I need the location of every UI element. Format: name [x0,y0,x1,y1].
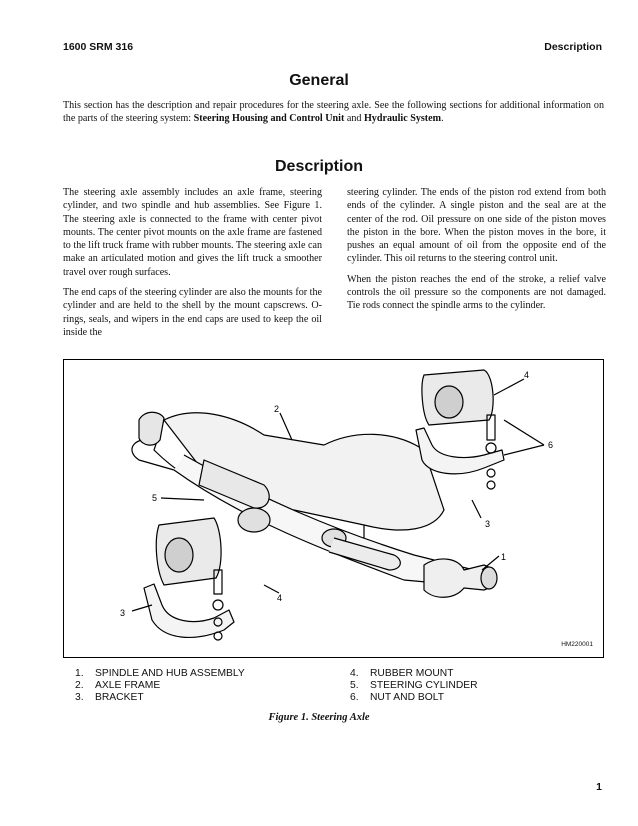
callout-4-lower: 4 [277,593,283,603]
legend-item: 6. NUT AND BOLT [350,692,444,703]
callout-3-right: 3 [485,519,491,529]
header-section-title: Description [544,41,602,53]
legend-item: 3. BRACKET [75,692,144,703]
legend-item: 4. RUBBER MOUNT [350,668,454,679]
general-paragraph: This section has the description and repair procedures for the steering axle. See the following sections for additional information on the parts of the steering system: Steering Housing and Control Unit and Hydraulic System. [63,100,604,125]
legend-item: 5. STEERING CYLINDER [350,680,478,691]
callout-6: 6 [548,440,554,450]
description-paragraph-4: When the piston reaches the end of the stroke, a relief valve controls the oil pressure so the components are not damaged. Tie rods connect the spindle arms to the cylinder. [347,273,606,312]
callout-2: 2 [274,404,280,414]
legend-item: 2. AXLE FRAME [75,680,161,691]
legend-item: 1. SPINDLE AND HUB ASSEMBLY [75,668,245,679]
figure-steering-axle [63,359,604,658]
callout-3-left: 3 [120,608,126,618]
bracket-shape [416,428,504,474]
description-paragraph-3: steering cylinder. The ends of the piston rod extend from both ends of the cylinder. A single piston and the seal are at the center of the rod. Oil pressure on one side of the piston moves the piston in the bore. When the piston moves in the bore, it pushes an equal amount of oil from the opposite end of the cylinder. This oil returns to the steering control unit. [347,187,606,265]
description-left-column [63,186,322,346]
description-right-column [347,186,606,320]
description-heading: Description [274,158,363,175]
legend-right [350,668,478,704]
link-hydraulic-system: Hydraulic System [363,113,442,125]
legend-left [75,668,245,704]
figure-id: HM220001 [561,641,593,648]
callout-5: 5 [152,493,158,503]
steering-axle-illustration [64,360,605,659]
link-steering-housing: Steering Housing and Control Unit [193,113,345,125]
description-paragraph-2: The end caps of the steering cylinder are also the mounts for the cylinder and are held to the shell by the mount capscrews. O-rings, seals, and wipers in the end caps are used to keep the oil inside the [63,287,322,338]
description-paragraph-1: The steering axle assembly includes an axle frame, steering cylinder, and two spindle and hub assemblies. See Figure 1. The steering axle is connected to the frame with center pivot mounts. The center pivot mounts on the axle frame are fastened to the lift truck frame with rubber mounts. The steering axle can make an articulated motion and gives the lift truck a smoother travel over rough surfaces. [63,187,322,278]
callout-4-upper: 4 [524,370,530,380]
header-doc-id: 1600 SRM 316 [63,41,134,53]
general-heading: General [289,72,349,89]
callout-1: 1 [501,552,507,562]
figure-caption: Figure 1. Steering Axle [268,712,370,723]
page-number: 1 [596,781,602,793]
